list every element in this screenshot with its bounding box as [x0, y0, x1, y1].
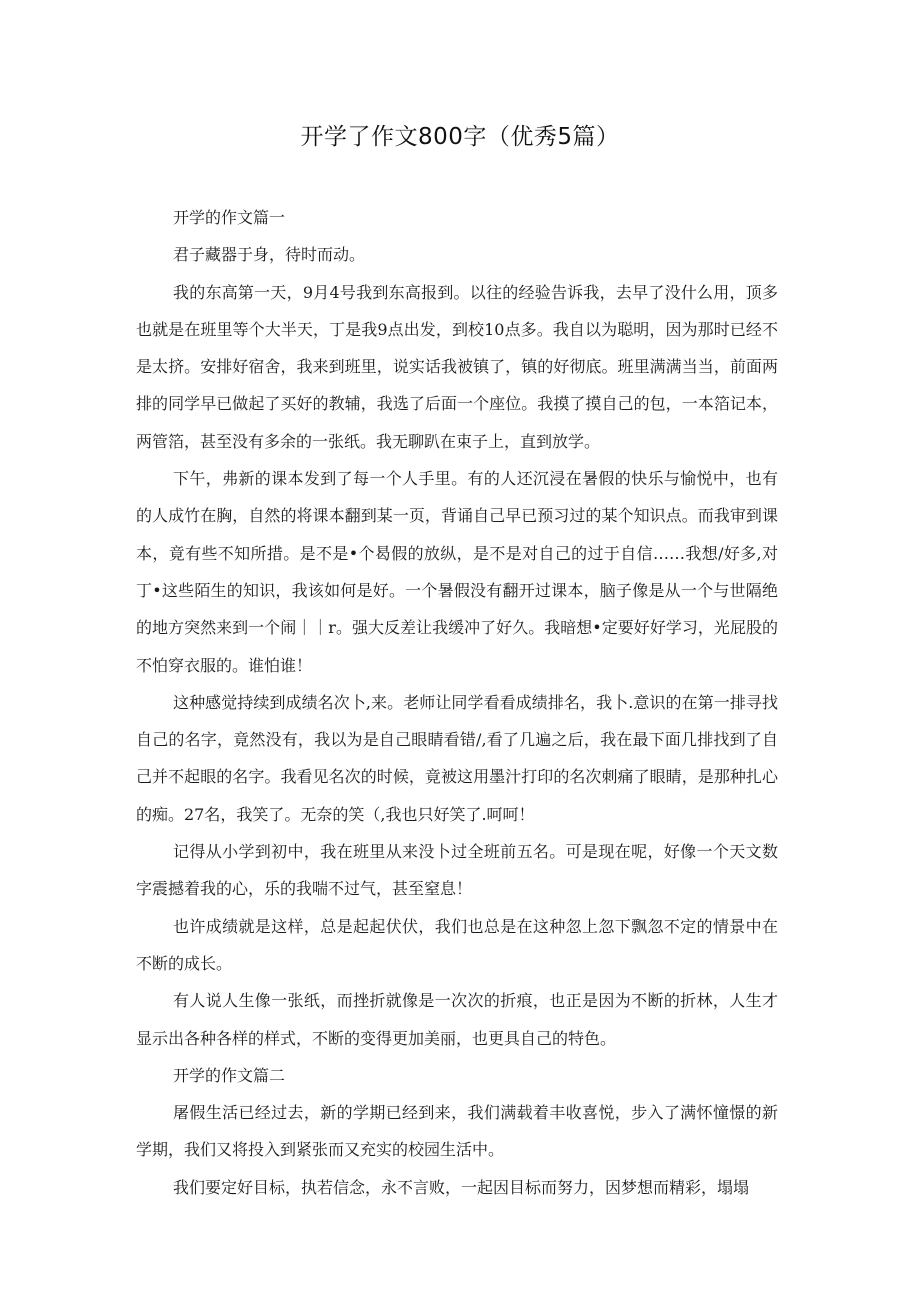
section-heading-1: 开学的作文篇一	[173, 208, 286, 227]
paragraph: 有人说人生像一张纸，而挫折就像是一次次的折痕，也正是因为不断的折林，人生才显示出各种各样的样式，不断的变得更加美丽，也更具自己的特色。	[136, 991, 778, 1048]
paragraph: 下午，弗新的课本发到了每一个人手里。有的人还沉浸在暑假的快乐与愉悦中，也有的人成竹在胸，自然的将课本翻到某一页，背诵自己早已预习过的某个知识点。而我审到课本，竟有些不知所措。是不是•个曷假的放纵，是不是对自己的过于自信……我想/好多,对丁•这些陌生的知识，我该如何是好。一个暑假没有翻开过课本，脑子像是从一个与世隔绝的地方突然来到一个闹｜｜r。强大反差让我缓冲了好久。我暗想•定要好好学习，光屁股的不怕穿衣服的。谁怕谁！	[136, 469, 778, 675]
paragraph: 我们要定好目标，执若信念，永不言败，一起因目标而努力，因梦想而精彩，塌塌	[173, 1177, 750, 1197]
document-body	[136, 199, 778, 1206]
paragraph: 记得从小学到初中，我在班里从来没卜过全班前五名。可是现在呢，好像一个天文数字震撼着我的心，乐的我喘不过气，甚至窒息！	[136, 842, 778, 899]
paragraph: 也许成绩就是这样，总是起起伏伏，我们也总是在这种忽上忽下飘忽不定的情景中在不断的成长。	[136, 916, 778, 973]
paragraph: 我的东高第一天，9月4号我到东高报到。以往的经验告诉我，去早了没什么用，顶多也就是在班里等个大半天，丁是我9点出发，到校10点多。我自以为聪明，因为那时已经不是太挤。安排好宿舍，我来到班里，说实话我被镇了，镇的好彻底。班里满满当当，前面两排的同学早已做起了买好的教辅，我选了后面一个座位。我摸了摸自己的包，一本箔记本，两管箔，甚至没有多余的一张纸。我无聊趴在束子上，直到放学。	[136, 282, 778, 451]
document-title: 开学了作文800字（优秀5篇）	[300, 124, 620, 150]
section-heading-2: 开学的作文篇二	[173, 1065, 286, 1085]
paragraph: 君子藏器于身，待时而动。	[173, 245, 366, 265]
paragraph: 这种感觉持续到成绩名次卜,来。老师让同学看看成绩排名，我卜.意识的在第一排寻找自己的名字，竟然没有，我以为是自己眼睛看错/,看了几遍之后，我在最下面几排找到了自己并不起眼的名字。我看见名次的时候，竟被这用墨汁打印的名次刺痛了眼睛，是那种扎心的痴。27名，我笑了。无奈的笑（,我也只好笑了.呵呵！	[136, 692, 778, 824]
paragraph: 屠假生活已经过去，新的学期已经到来，我们满载着丰收喜悦，步入了满怀憧憬的新学期，我们又将投入到紧张而又充实的校园生活中。	[136, 1103, 778, 1160]
